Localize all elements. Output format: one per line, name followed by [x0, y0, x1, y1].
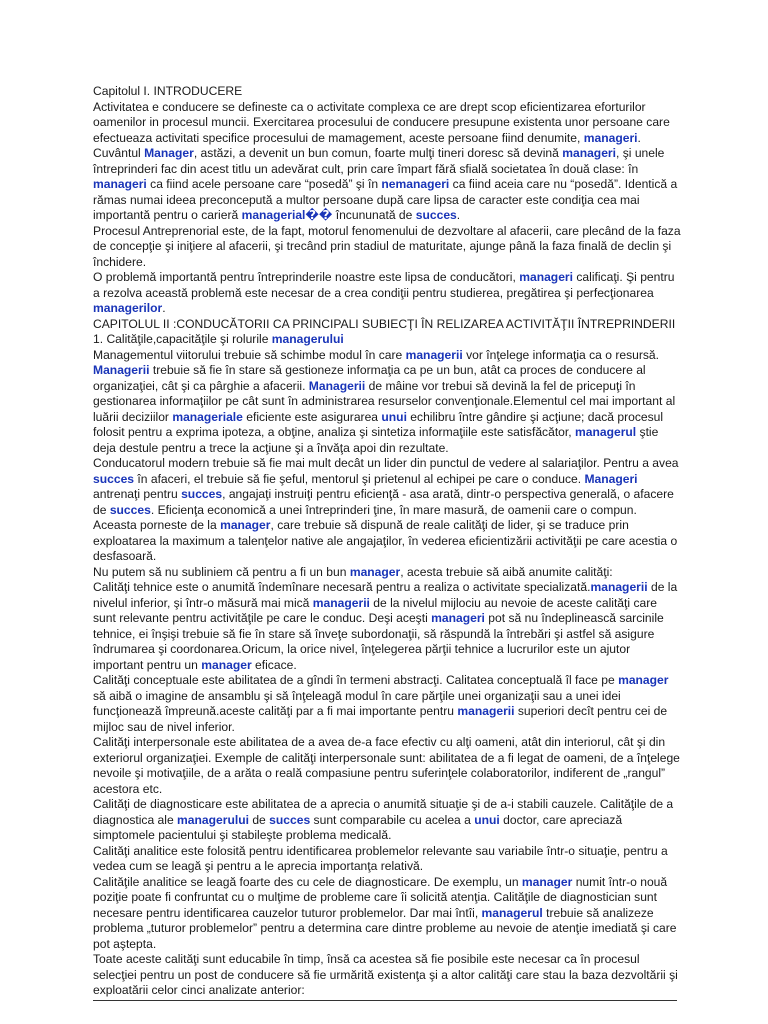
- paragraph-text: .: [637, 130, 641, 145]
- keyword-link[interactable]: manager: [618, 673, 669, 687]
- paragraph-text: Conducatorul modern trebuie să fie mai mult decât un lider din punctul de vedere al salariaţilor. Pentru a avea: [93, 456, 679, 470]
- paragraph: [93, 875, 683, 953]
- paragraph-text: Nu putem să nu subliniem că pentru a fi un bun: [93, 564, 350, 579]
- paragraph: [93, 317, 683, 333]
- paragraph-text: Toate aceste calităţi sunt educabile în timp, însă ca acestea să fie posibile este necesar ca în procesul selecţiei pentru un post de conducere să fie urmărită existenţa şi a altor calităţi care stau la baza dezvoltării şi exploatării celor cinci analizate anterior:: [93, 952, 678, 997]
- keyword-link[interactable]: unui: [381, 409, 407, 424]
- paragraph-text: Calităţi interpersonale este abilitatea de a avea de-a face efectiv cu alţi oameni, atât din interiorul, cât şi din exteriorul organizaţiei. Exemple de calităţi interpersonale sunt: abilitatea de a fi legat de oameni, de a înţelege nevoile şi motivaţiile, de a arăta o reală compasiune pentru suferinţele colaboratorilor, indiferent de „rangul” acestora etc.: [93, 735, 680, 796]
- paragraph-text: .: [456, 208, 461, 222]
- paragraph: [93, 146, 683, 224]
- paragraph-text: Calităţile analitice se leagă foarte des cu cele de diagnosticare. De exemplu, un: [93, 874, 522, 889]
- paragraph-text: 1. Calităţile,capacităţile şi rolurile: [93, 332, 272, 346]
- paragraph-text: sunt comparabile cu acelea a: [310, 812, 475, 827]
- paragraph-text: superiori decît pentru cei de mijloc sau de nivel inferior.: [93, 704, 668, 734]
- paragraph-text: Cuvântul: [93, 146, 145, 160]
- paragraph-text: încununată de: [332, 208, 416, 222]
- keyword-link[interactable]: manageri: [562, 146, 616, 160]
- paragraph-text: CAPITOLUL II :CONDUCĂTORII CA PRINCIPALI SUBIECŢI ÎN RELIZAREA ACTIVITĂŢII ÎNTREPRINDERII: [93, 316, 676, 331]
- keyword-link[interactable]: manageri: [519, 270, 573, 284]
- paragraph-text: Capitolul I. INTRODUCERE: [93, 84, 243, 98]
- paragraph-text: eficiente este asigurarea: [242, 409, 382, 424]
- paragraph-text: Calităţi conceptuale este abilitatea de a gîndi în termeni abstracţi. Calitatea conceptuală îl face pe: [93, 673, 619, 687]
- paragraph-text: Calităţi de diagnosticare este abilitatea de a aprecia o anumită situaţie şi de a-i stabili cauzele. Calităţile de a diagnostica ale: [93, 797, 674, 827]
- paragraph-text: de mâine vor trebui să devină la fel de pricepuţi în gestionarea informaţiilor pe cât sunt în administrarea resurselor convenţionale.Elementul cel mai important al luării deciziilor: [93, 378, 676, 424]
- keyword-link[interactable]: succes: [93, 471, 135, 486]
- paragraph-text: Managementul viitorului trebuie să schimbe modul în care: [93, 347, 406, 362]
- paragraph-text: ca fiind acele persoane care “posedă” şi în: [146, 177, 382, 191]
- paragraph-text: , angajaţi instruiţi pentru eficienţă - asa arată, dintr-o perspectiva generală, o afacere de: [93, 487, 674, 517]
- keyword-link[interactable]: managerilor: [93, 301, 163, 315]
- keyword-link[interactable]: Manager: [144, 146, 194, 160]
- paragraph-text: Calităţi tehnice este o anumită îndemînare necesară pentru a realiza o activitate specializată.: [93, 580, 591, 594]
- paragraph-text: doctor, care apreciază simptomele pacientului şi stabileşte problema medicală.: [93, 812, 623, 842]
- paragraph-text: , astăzi, a devenit un bun comun, foarte mulţi tineri doresc să devină: [193, 146, 563, 160]
- keyword-link[interactable]: succes: [415, 208, 457, 222]
- paragraph-text: trebuie să analizeze problema „tuturor problemelor” pentru a determina care dintre probleme au nevoie de atenţie imediată şi care pot aştepta.: [93, 905, 677, 951]
- keyword-link[interactable]: managerii: [457, 704, 515, 718]
- paragraph-text: antrenaţi pentru: [93, 487, 182, 501]
- paragraph: [93, 844, 683, 875]
- keyword-link[interactable]: managerului: [271, 332, 344, 346]
- keyword-link[interactable]: manageriale: [172, 409, 243, 424]
- paragraph-text: eficace.: [251, 657, 297, 672]
- document-body: [93, 84, 683, 1001]
- keyword-link[interactable]: succes: [269, 812, 311, 827]
- keyword-link[interactable]: managerii: [405, 347, 463, 362]
- paragraph-text: Procesul Antreprenorial este, de la fapt, motorul fenomenului de dezvoltare al afacerii, care plecând de la faza de concepţie şi iniţiere al afacerii, şi trecând prin stadiul de maturitate, ajunge până la faza finală de declin şi închidere.: [93, 223, 681, 269]
- paragraph: [93, 224, 683, 271]
- paragraph: [93, 673, 683, 735]
- paragraph-text: , acesta trebuie să aibă anumite calităţi:: [400, 564, 613, 579]
- paragraph: [93, 100, 683, 147]
- paragraph: [93, 270, 683, 317]
- paragraph-text: .: [162, 301, 166, 315]
- keyword-link[interactable]: Manageri: [584, 471, 638, 486]
- paragraph-text: de: [248, 812, 270, 827]
- paragraph-text: în afaceri, el trebuie să fie şeful, mentorul şi prietenul al echipei pe care o conduce.: [134, 471, 585, 486]
- keyword-link[interactable]: Managerii: [308, 378, 366, 393]
- bottom-divider: [93, 1000, 677, 1001]
- paragraph-text: de la nivelul inferior, şi într-o măsură mai mică: [93, 580, 678, 610]
- keyword-link[interactable]: succes: [181, 487, 223, 501]
- keyword-link[interactable]: succes: [109, 502, 151, 517]
- keyword-link[interactable]: manager: [220, 518, 271, 532]
- paragraph: [93, 580, 683, 673]
- paragraph-text: , care trebuie să dispună de reale calităţi de lider, şi se traduce prin exploatarea la maximum a talenţelor native ale angajaţilor, în vederea eficientizării activităţii pe care acestia o desfasoară.: [93, 518, 678, 563]
- paragraph: [93, 565, 683, 581]
- keyword-link[interactable]: manageri: [583, 130, 638, 145]
- paragraph: [93, 456, 683, 565]
- keyword-link[interactable]: unui: [474, 812, 500, 827]
- keyword-link[interactable]: managerii: [312, 595, 370, 610]
- paragraph-text: O problemă importantă pentru întreprinderile noastre este lipsa de conducători,: [93, 270, 520, 284]
- keyword-link[interactable]: managerii: [590, 580, 648, 594]
- paragraph: [93, 348, 683, 457]
- paragraph-text: Activitatea e conducere se defineste ca o activitate complexa ce are drept scop eficientizarea eforturilor oamenilor in procesul muncii. Exercitarea procesului de conducere presupune existenta unor persoane care efectueaza activitati specifice procesului de mamagement, aceste persoane fiind denumite,: [93, 99, 670, 145]
- keyword-link[interactable]: manager: [201, 657, 252, 672]
- document-text: [93, 84, 683, 999]
- paragraph-text: calificaţi. Şi pentru a rezolva această problemă este necesar de a crea condiţii pentru studierea, pregătirea şi perfecţionarea: [93, 270, 675, 300]
- paragraph-text: vor înţelege informaţia ca o resursă.: [462, 347, 660, 362]
- keyword-link[interactable]: managerul: [574, 425, 637, 439]
- keyword-link[interactable]: manageri: [93, 177, 147, 191]
- paragraph-text: ca fiind aceia care nu “posedă”. Identică a rămas numai ideea preconcepută a multor persoane după care lipsa de caracter este condiţia cea mai importantă pentru o carieră: [93, 177, 678, 222]
- paragraph-text: de la nivelul mijlociu au nevoie de aceste calităţi care sunt relevante pentru activităţile pe care le conduc. Deşi aceşti: [93, 595, 657, 625]
- keyword-link[interactable]: manageri: [431, 611, 485, 625]
- paragraph: [93, 84, 683, 100]
- paragraph-text: ştie deja destule pentru a trece la acţiune şi a învăţa apoi din rezultate.: [93, 425, 659, 455]
- paragraph: [93, 952, 683, 999]
- keyword-link[interactable]: manager: [349, 564, 401, 579]
- paragraph-text: echilibru între gândire şi acţiune; dacă procesul folosit pentru a exprima ipoteza, a obţine, analiza şi sintetiza informaţiile este satisfăcător,: [93, 409, 664, 439]
- keyword-link[interactable]: managerului: [177, 812, 249, 827]
- paragraph: [93, 797, 683, 844]
- paragraph-text: , şi unele întreprinderi fac din acest titlu un adevărat cult, prin care împart fără sfială societatea în două clase: în: [93, 146, 665, 176]
- paragraph-text: trebuie să fie în stare să gestioneze informaţia ca pe un bun, atât ca proces de conducere al organizaţiei, cât şi ca pârghie a afacerii.: [93, 363, 646, 393]
- paragraph-text: pot să nu îndeplinească sarcinile tehnice, ei înşişi trebuie să fie în stare să înveţe subordonaţii, să răspundă la întrebări şi astfel să asigure îndrumarea şi coordonarea.Oricum, la orice nivel, înţelegerea părţii tehnice a lucrurilor este un ajutor important pentru un: [93, 611, 664, 672]
- keyword-link[interactable]: manager: [521, 874, 573, 889]
- paragraph-text: numit într-o nouă poziţie poate fi confruntat cu o mulţime de probleme care îi solicită atenţia. Calităţile de diagnostician sunt necesare pentru identificarea cauzelor tuturor problemelor. Dar mai întîi,: [93, 874, 668, 920]
- paragraph-text: Calităţi analitice este folosită pentru identificarea problemelor relevante sau variabile într-o situaţie, pentru a vedea cum se leagă şi pentru a le aprecia importanţa relativă.: [93, 843, 668, 873]
- keyword-link[interactable]: Managerii: [93, 363, 150, 377]
- paragraph: [93, 735, 683, 797]
- keyword-link[interactable]: nemanageri: [381, 177, 450, 191]
- paragraph: [93, 332, 683, 348]
- keyword-link[interactable]: managerial��: [241, 208, 333, 222]
- paragraph-text: să aibă o imagine de ansamblu şi să înţeleagă modul în care părţile unei organizaţii sau a unei idei funcţionează împreună.aceste calităţi par a fi mai importante pentru: [93, 688, 621, 718]
- keyword-link[interactable]: managerul: [481, 905, 543, 920]
- paragraph-text: . Eficienţa economică a unei întreprinderi ţine, în mare masură, de oamenii care o compun. Aceasta porneste de la: [93, 502, 637, 532]
